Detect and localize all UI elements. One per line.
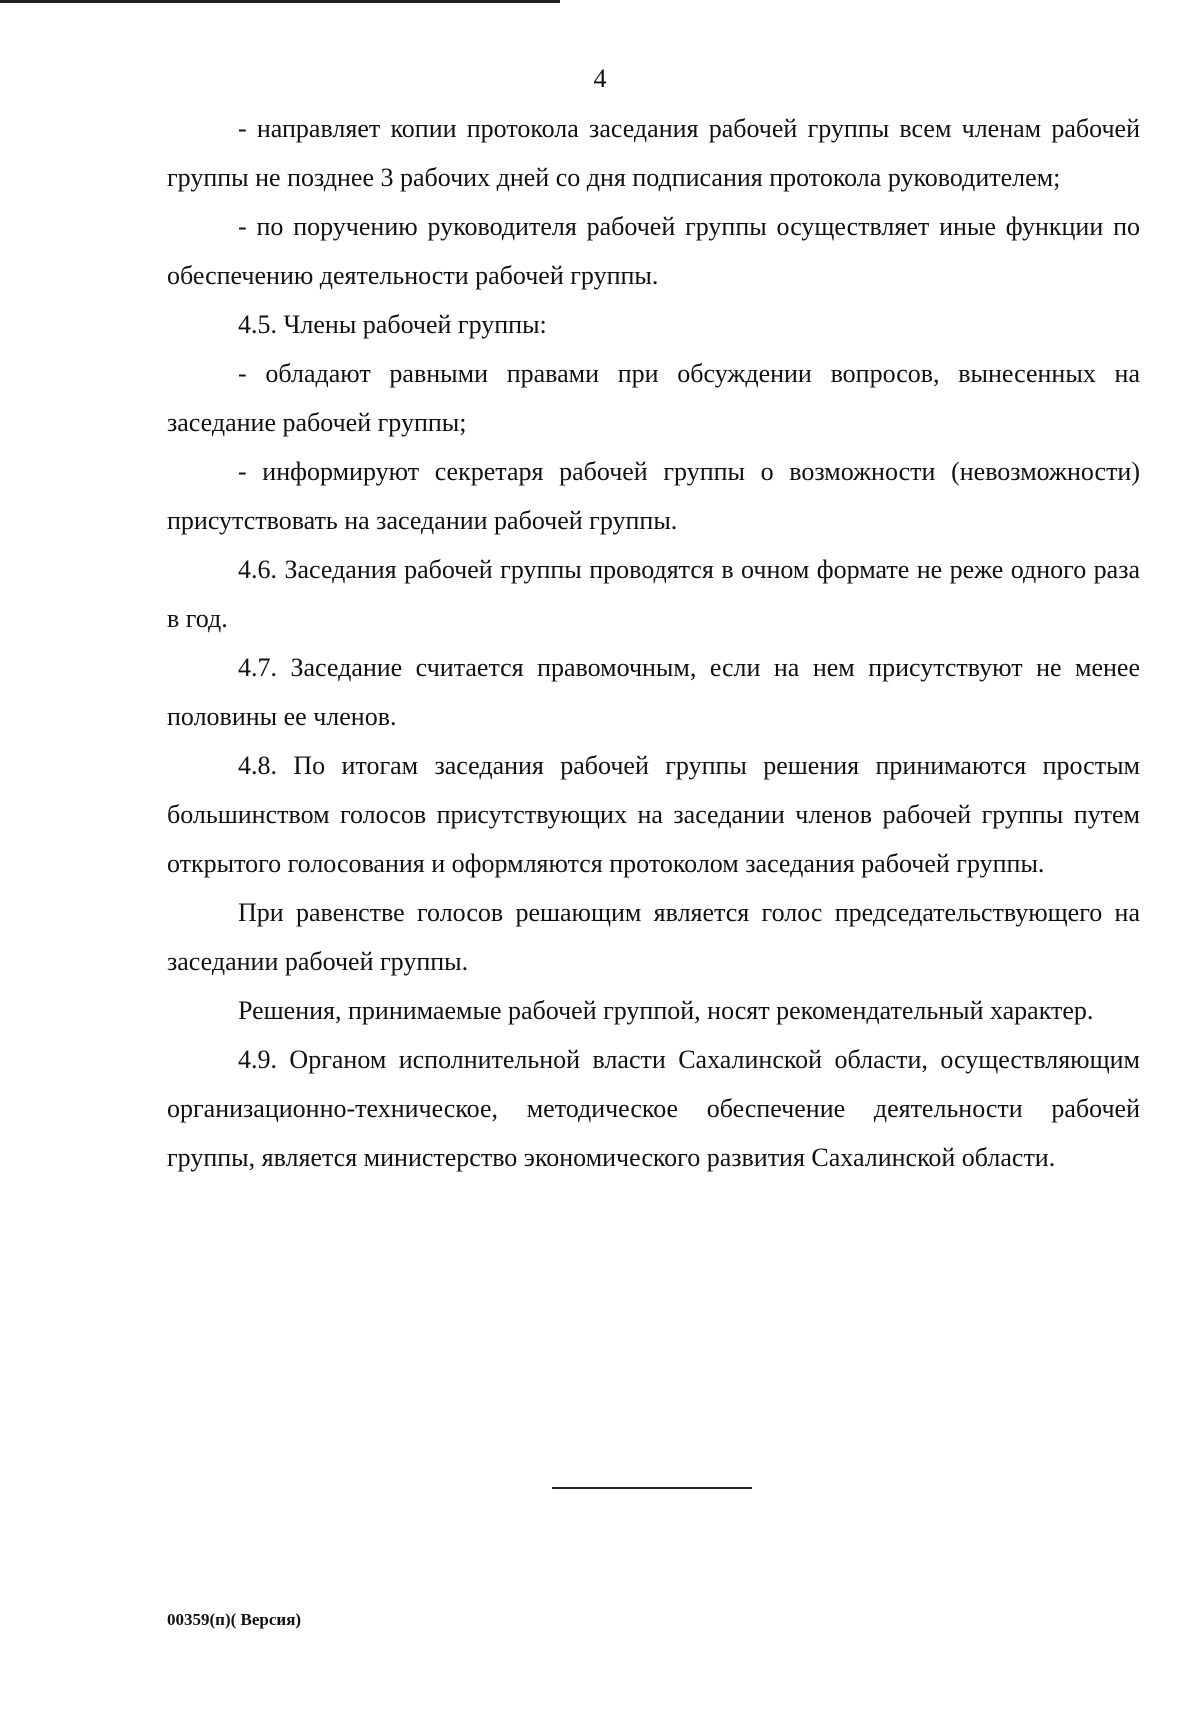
paragraph-equal-rights: - обладают равными правами при обсуждении вопросов, вынесенных на заседание рабочей группы; (167, 359, 1140, 437)
paragraph-4-7: 4.7. Заседание считается правомочным, если на нем присутствуют не менее половины ее членов. (167, 653, 1140, 731)
paragraph-send-protocol-copies: - направляет копии протокола заседания рабочей группы всем членам рабочей группы не позднее 3 рабочих дней со дня подписания протокола руководителем; (167, 114, 1140, 192)
footer-document-code: 00359(п)( Версия) (167, 1610, 302, 1629)
end-of-document-line (552, 1487, 752, 1489)
paragraph-decisions-advisory: Решения, принимаемые рабочей группой, носят рекомендательный характер. (238, 996, 1094, 1025)
paragraph-tie-vote: При равенстве голосов решающим является голос председательствующего на заседании рабочей группы. (167, 898, 1140, 976)
top-edge-line (0, 0, 560, 3)
page-number: 4 (593, 64, 607, 93)
paragraph-4-6: 4.6. Заседания рабочей группы проводятся в очном формате не реже одного раза в год. (167, 555, 1140, 633)
paragraph-other-functions: - по поручению руководителя рабочей группы осуществляет иные функции по обеспечению деятельности рабочей группы. (167, 212, 1140, 290)
document-body (167, 104, 1140, 1182)
paragraph-4-9: 4.9. Органом исполнительной власти Сахалинской области, осуществляющим организационно-техническое, методическое обеспечение деятельности рабочей группы, является министерство экономического развития Сахалинской области. (167, 1045, 1140, 1172)
paragraph-4-5-heading: 4.5. Члены рабочей группы: (238, 310, 547, 339)
paragraph-4-8: 4.8. По итогам заседания рабочей группы решения принимаются простым большинством голосов присутствующих на заседании членов рабочей группы путем открытого голосования и оформляются протоколом заседания рабочей группы. (167, 751, 1140, 878)
paragraph-inform-secretary: - информируют секретаря рабочей группы о возможности (невозможности) присутствовать на заседании рабочей группы. (167, 457, 1140, 535)
